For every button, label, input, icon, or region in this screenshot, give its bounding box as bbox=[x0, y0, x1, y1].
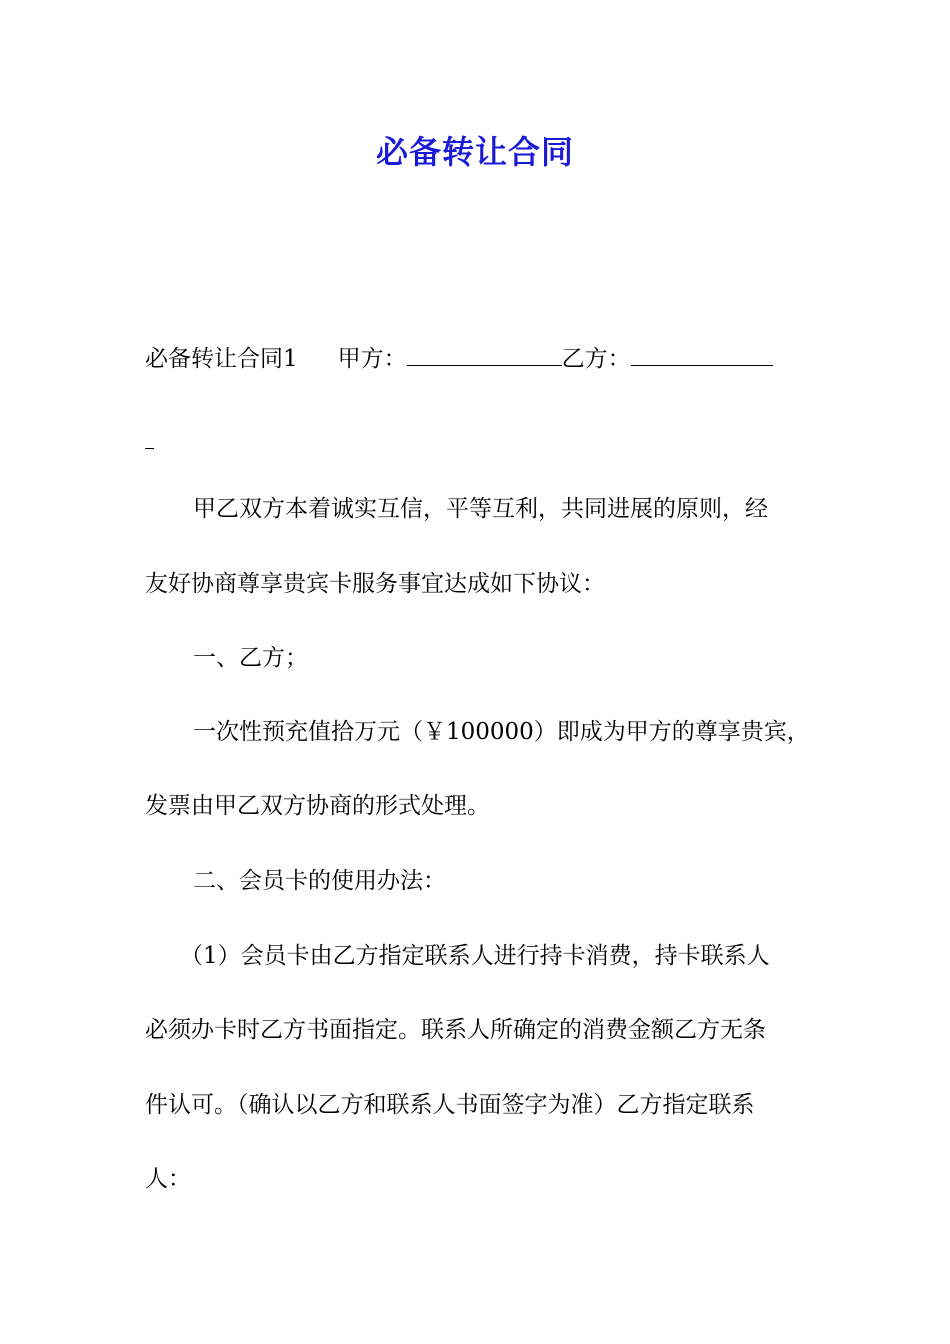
section-one-text-2: 发票由甲乙双方协商的形式处理。 bbox=[145, 793, 490, 819]
party-b-label: 乙方： bbox=[561, 346, 631, 372]
clause-1-line-1: （1）会员卡由乙方指定联系人进行持卡消费，持卡联系人 bbox=[180, 943, 770, 969]
document-title: 必备转让合同 bbox=[375, 133, 574, 171]
section-one-text-1: 一次性预充值拾万元（￥100000）即成为甲方的尊享贵宾， bbox=[193, 719, 810, 745]
section-one-heading: 一、乙方； bbox=[193, 645, 308, 671]
party-a-blank bbox=[407, 343, 562, 366]
contract-name: 必备转让合同1 bbox=[145, 346, 298, 372]
paragraph-intro-2: 友好协商尊享贵宾卡服务事宜达成如下协议： bbox=[145, 571, 605, 597]
party-b-blank-continuation bbox=[145, 425, 154, 459]
heading-line bbox=[145, 342, 773, 376]
clause-1-line-4: 人： bbox=[145, 1166, 191, 1192]
section-two-heading: 二、会员卡的使用办法： bbox=[193, 868, 446, 894]
clause-1-line-2: 必须办卡时乙方书面指定。联系人所确定的消费金额乙方无条 bbox=[145, 1017, 766, 1043]
party-a-label: 甲方： bbox=[337, 346, 407, 372]
paragraph-intro-1: 甲乙双方本着诚实互信，平等互利，共同进展的原则，经 bbox=[193, 496, 768, 522]
party-b-blank bbox=[631, 343, 773, 366]
clause-1-line-3: 件认可。（确认以乙方和联系人书面签字为准）乙方指定联系 bbox=[145, 1092, 755, 1118]
